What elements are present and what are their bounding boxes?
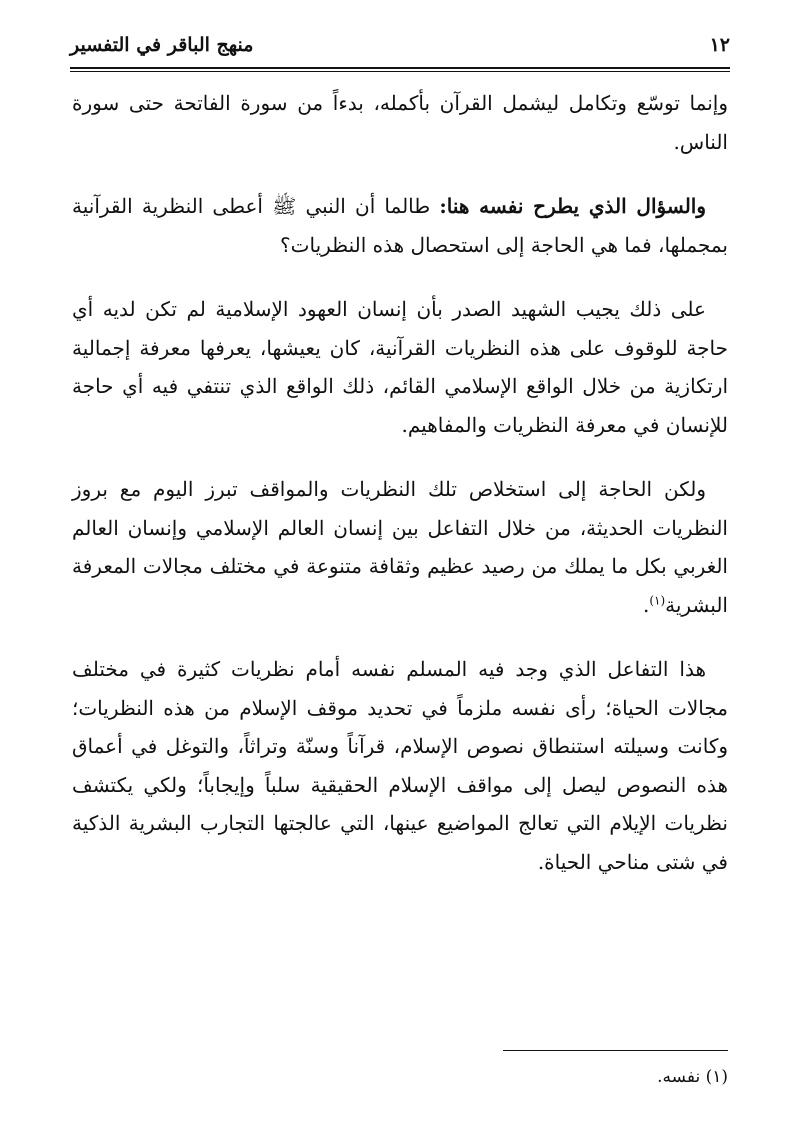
paragraph-2 — [72, 187, 728, 264]
page-number: ١٢ — [709, 34, 730, 56]
paragraph-3 — [72, 290, 728, 444]
paragraph-1-text: وإنما توسّع وتكامل ليشمل القرآن بأكمله، بدءاً من سورة الفاتحة حتى سورة الناس. — [72, 91, 728, 154]
paragraph-5-text: هذا التفاعل الذي وجد فيه المسلم نفسه أمام نظريات كثيرة في مختلف مجالات الحياة؛ رأى نفسه ملزماً في تحديد موقف الإسلام من هذه النظريات؛ وكانت وسيلته استنطاق نصوص الإسلام، قرآناً وسنّة وتراثاً، والتوغل في أعماق هذه النصوص ليصل إلى مواقف الإسلام الحقيقية سلباً وإيجاباً؛ ولكي يكتشف نظريات الإيلام التي تعالج المواضيع عينها، التي عالجتها التجارب البشرية الذكية في شتى مناحي الحياة. — [72, 657, 729, 874]
paragraph-4-tail: . — [642, 592, 650, 617]
paragraph-4-text: ولكن الحاجة إلى استخلاص تلك النظريات والمواقف تبرز اليوم مع بروز النظريات الحديثة، من خلال التفاعل بين إنسان العالم الإسلامي وإنسان العالم الغربي بكل ما يملك من رصيد عظيم وثقافة متنوعة في مختلف مجالات المعرفة البشرية — [72, 477, 728, 617]
body-text — [72, 84, 728, 907]
footnote-rule — [503, 1050, 728, 1051]
footnote-number: (١) — [705, 1067, 728, 1087]
footnote-text: نفسه. — [657, 1067, 701, 1087]
running-title: منهج الباقر في التفسير — [70, 34, 254, 56]
page-header — [70, 28, 730, 62]
paragraph-1 — [72, 84, 728, 161]
paragraph-5 — [72, 650, 728, 881]
paragraph-2-lead: والسؤال الذي يطرح نفسه هنا: — [439, 194, 706, 218]
paragraph-4 — [72, 470, 728, 624]
footnote-reference[interactable]: (١) — [649, 592, 666, 607]
paragraph-3-text: على ذلك يجيب الشهيد الصدر بأن إنسان العهود الإسلامية لم تكن لديه أي حاجة للوقوف على هذه النظريات القرآنية، كان يعيشها، يعرفها معرفة إجمالية ارتكازية من خلال الواقع الإسلامي القائم، ذلك الواقع الذي تنتفي فيه أي حاجة للإنسان في معرفة النظريات والمفاهيم. — [72, 297, 728, 437]
footnote — [657, 1064, 728, 1090]
header-rule-thin — [70, 71, 730, 72]
header-rule — [70, 67, 730, 69]
paragraph-2-text: طالما أن النبي ﷺ أعطى النظرية القرآنية بمجملها، فما هي الحاجة إلى استحصال هذه النظريات؟ — [72, 194, 728, 257]
